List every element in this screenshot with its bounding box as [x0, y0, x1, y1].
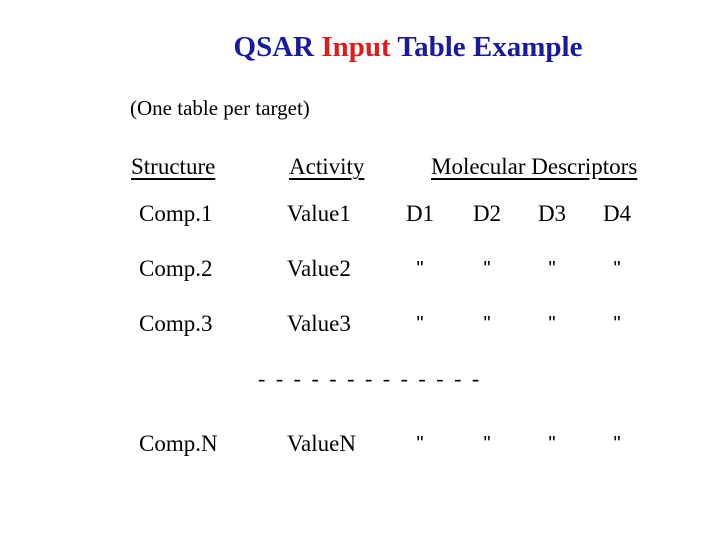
column-header-structure: Structure	[131, 154, 216, 179]
activity-value-cell: ValueN	[287, 431, 356, 456]
table-row	[0, 431, 720, 461]
descriptor-cell-d1: "	[416, 433, 424, 455]
table-row	[0, 256, 720, 286]
activity-value-cell: Value3	[287, 311, 351, 336]
title-part-qsar: QSAR	[233, 31, 315, 63]
activity-value-cell: Value2	[287, 256, 351, 281]
descriptor-cell-d4: "	[613, 433, 621, 455]
descriptor-cell-d3: "	[548, 313, 556, 335]
compound-cell: Comp.2	[139, 256, 213, 281]
descriptor-cell-d1: "	[416, 313, 424, 335]
descriptor-cell-d3: "	[548, 433, 556, 455]
descriptor-cell-d2: "	[483, 258, 491, 280]
compound-cell: Comp.N	[139, 431, 218, 456]
descriptor-cell-d2: D2	[472, 201, 502, 226]
descriptor-cell-d4: D4	[602, 201, 632, 226]
continuation-dashes: - - - - - - - - - - - - -	[258, 366, 480, 391]
subtitle: (One table per target)	[130, 96, 310, 120]
descriptor-cell-d4: "	[613, 258, 621, 280]
descriptor-cell-d4: "	[613, 313, 621, 335]
descriptor-cell-d3: "	[548, 258, 556, 280]
title-part-table-example: Table Example	[397, 31, 583, 63]
table-row	[0, 311, 720, 341]
table-row	[0, 201, 720, 231]
column-header-molecular-descriptors: Molecular Descriptors	[431, 154, 638, 179]
title-part-input: Input	[321, 31, 391, 63]
compound-cell: Comp.1	[139, 201, 213, 226]
descriptor-cell-d2: "	[483, 433, 491, 455]
descriptor-cell-d1: "	[416, 258, 424, 280]
descriptor-cell-d2: "	[483, 313, 491, 335]
compound-cell: Comp.3	[139, 311, 213, 336]
slide-title	[0, 30, 720, 64]
descriptor-cell-d1: D1	[405, 201, 435, 226]
activity-value-cell: Value1	[287, 201, 351, 226]
column-header-activity: Activity	[289, 154, 365, 179]
descriptor-cell-d3: D3	[537, 201, 567, 226]
